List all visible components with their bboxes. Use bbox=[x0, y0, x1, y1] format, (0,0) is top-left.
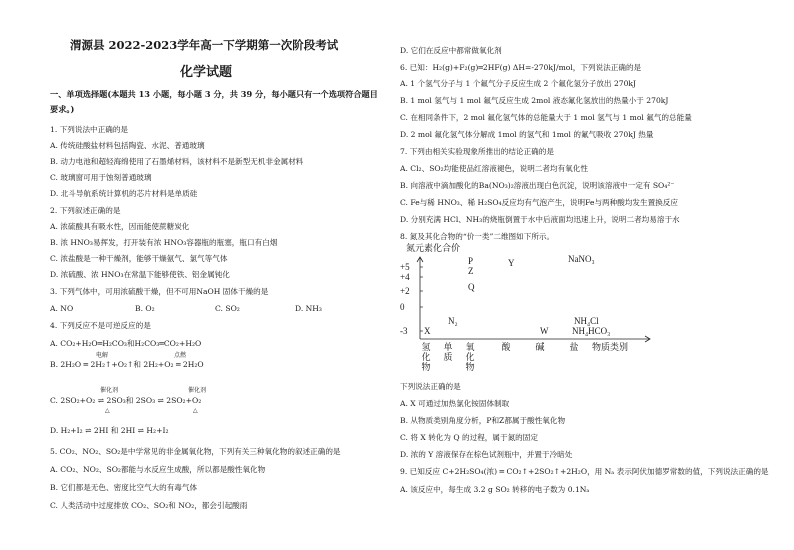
question-5-stem: 5. CO₂、NO₂、SO₂是中学常见的非金属氧化物，下列有关三种氧化物的叙述正确的是 bbox=[50, 447, 341, 456]
option-line: D. 分别充满 HCl、NH₃的烧瓶倒置于水中后液面均迅速上升，说明二者均易溶于水 bbox=[400, 215, 680, 224]
section-heading-cont: 要求。) bbox=[50, 104, 75, 114]
valence-class-chart bbox=[400, 243, 700, 373]
x-axis-label: 物质类别 bbox=[592, 342, 629, 352]
option-line: A. 1 个氢气分子与 1 个氟气分子反应生成 2 个氟化氢分子放出 270kJ bbox=[400, 79, 637, 88]
x-category-label: 氧化物 bbox=[465, 343, 475, 373]
option-line: C. 玻璃窗可用于蚀刻普通玻璃 bbox=[50, 173, 152, 182]
option-line: B. 它们都是无色、密度比空气大的有毒气体 bbox=[50, 483, 198, 492]
condition-label: 催化剂 bbox=[188, 387, 207, 394]
option-line: C. Fe与稀 HNO₃、稀 H₂SO₄反应均有气泡产生，说明Fe与两种酸均发生置换反应 bbox=[400, 198, 678, 207]
data-point-nhhco: NH₄HCO₃ bbox=[572, 326, 611, 336]
question-8-prompt: 下列说法正确的是 bbox=[400, 382, 461, 391]
question-3-stem: 3. 下列气体中，可用浓硫酸干燥，但不可用NaOH 固体干燥的是 bbox=[50, 287, 269, 296]
q4-option-c: C. 2SO₂+O₂ ⇌ 2SO₃和 2SO₃ ⇌ 2SO₂+O₂ bbox=[50, 396, 202, 405]
x-category-label: 碱 bbox=[535, 343, 545, 353]
q4-option-b: B. 2H₂O ═ 2H₂↑+O₂↑和 2H₂+O₂ ═ 2H₂O bbox=[50, 360, 204, 369]
data-point-q: Q bbox=[468, 282, 475, 292]
condition-label: 点燃 bbox=[174, 352, 187, 359]
option-line: B. 从物质类别角度分析，P和Z都属于酸性氧化物 bbox=[400, 416, 566, 425]
section-heading: 一、单项选择题(本题共 13 小题，每小题 3 分，共 39 分，每小题只有一个选项符合题目 bbox=[50, 89, 378, 99]
option-line: A. X 可通过加热氯化铵固体制取 bbox=[400, 399, 510, 408]
condition-label: 催化剂 bbox=[100, 387, 119, 394]
question-6-stem: 6. 已知：H₂(g)+F₂(g)═2HF(g) ΔH=-270kJ/mol，下列说法正确的是 bbox=[400, 63, 642, 72]
data-point-nano: NaNO₃ bbox=[568, 254, 595, 264]
heat-symbol: △ bbox=[193, 407, 198, 414]
subject-title: 化学试题 bbox=[180, 65, 233, 80]
option-line: A. CO₂、NO₂、SO₂都能与水反应生成酸，所以都是酸性氧化物 bbox=[50, 465, 266, 474]
option-line: C. 在相同条件下，2 mol 氟化氢气体的总能量大于 1 mol 氢气与 1 mol 氟气的总能量 bbox=[400, 113, 692, 122]
data-point-y: Y bbox=[508, 258, 515, 268]
option-line: D. 浓的 Y 溶液保存在棕色试剂瓶中，并置于冷暗处 bbox=[400, 450, 573, 459]
option-line: B. 浓 HNO₃易挥发，打开装有浓 HNO₃容器瓶的瓶塞，瓶口有白烟 bbox=[50, 238, 278, 247]
option-line: B. 1 mol 氢气与 1 mol 氟气反应生成 2mol 液态氟化氢放出的热量小于 270kJ bbox=[400, 96, 669, 105]
question-1-stem: 1. 下列说法中正确的是 bbox=[50, 125, 129, 134]
data-point-x: X bbox=[424, 326, 431, 336]
x-category-label: 盐 bbox=[569, 343, 579, 353]
question-7-stem: 7. 下列由相关实验现象所推出的结论正确的是 bbox=[400, 147, 554, 156]
q4-option-a: A. CO₂+H₂O═H₂CO₃和H₂CO₃═CO₂+H₂O bbox=[50, 339, 202, 348]
data-point-p: P bbox=[468, 256, 474, 266]
y-tick-label: +4 bbox=[400, 272, 410, 282]
data-point-w: W bbox=[540, 326, 549, 336]
q3-option-c: C. SO₂ bbox=[215, 304, 240, 313]
y-tick-label: -3 bbox=[400, 326, 408, 336]
y-tick-label: +2 bbox=[400, 286, 410, 296]
q3-option-d: D. NH₃ bbox=[295, 304, 322, 313]
x-category-label: 氢化物 bbox=[421, 343, 431, 373]
exam-title: 渭源县 2022-2023学年高一下学期第一次阶段考试 bbox=[70, 38, 339, 52]
x-category-label: 酸 bbox=[501, 343, 511, 353]
option-line: A. Cl₂、SO₂均能使品红溶液褪色，说明二者均有氧化性 bbox=[400, 164, 588, 173]
question-4-stem: 4. 下列反应不是可逆反应的是 bbox=[50, 321, 151, 330]
data-point-nhcl: NH₄Cl bbox=[574, 316, 599, 326]
option-line: B. 动力电池和超轻海绵使用了石墨烯材料，该材料不是新型无机非金属材料 bbox=[50, 157, 304, 166]
option-line: A. 浓硫酸具有吸水性，因而能使蔗糖炭化 bbox=[50, 222, 190, 231]
q4-option-d: D. H₂+I₂ ⇌ 2HI 和 2HI ⇌ H₂+I₂ bbox=[50, 426, 169, 435]
question-8-stem: 8. 氮及其化合物的“价一类”二维图如下所示。 bbox=[400, 232, 555, 241]
question-2-stem: 2. 下列叙述正确的是 bbox=[50, 206, 121, 215]
x-category-label: 单质 bbox=[443, 343, 453, 363]
q5-option-d: D. 它们在反应中都常做氧化剂 bbox=[400, 46, 502, 55]
option-line: D. 北斗导航系统计算机的芯片材料是单质硅 bbox=[50, 189, 198, 198]
option-line: C. 将 X 转化为 Q 的过程，属于氮的固定 bbox=[400, 433, 538, 442]
option-line: B. 向溶液中滴加酸化的Ba(NO₃)₂溶液出现白色沉淀，说明该溶液中一定有 SO₄²⁻ bbox=[400, 181, 675, 190]
heat-symbol: △ bbox=[105, 407, 110, 414]
option-line: D. 浓硫酸、浓 HNO₃在常温下能够使铁、铝金属钝化 bbox=[50, 270, 230, 279]
option-line: C. 浓盐酸是一种干燥剂，能够干燥氨气、氯气等气体 bbox=[50, 254, 228, 263]
option-line: A. 传统硅酸盐材料包括陶瓷、水泥、普通玻璃 bbox=[50, 141, 205, 150]
option-line: A. 该反应中，每生成 3.2 g SO₂ 转移的电子数为 0.1Nₐ bbox=[400, 485, 590, 494]
data-point-z: Z bbox=[468, 266, 474, 276]
y-axis-label: 氮元素化合价 bbox=[406, 243, 461, 253]
q3-option-b: B. O₂ bbox=[135, 304, 155, 313]
option-line: C. 人类活动中过度排放 CO₂、SO₂和 NO₂，都会引起酸雨 bbox=[50, 501, 248, 510]
data-point-n: N₂ bbox=[448, 316, 458, 326]
y-tick-label: 0 bbox=[400, 302, 405, 312]
question-9-stem: 9. 已知反应 C+2H₂SO₄(浓) ═ CO₂↑+2SO₂↑+2H₂O，用 Nₐ 表示阿伏加德罗常数的值，下列说法正确的是 bbox=[400, 467, 769, 476]
option-line: D. 2 mol 氟化氢气体分解成 1mol 的氢气和 1mol 的氟气吸收 270kJ 热量 bbox=[400, 130, 654, 139]
y-tick-label: +5 bbox=[400, 262, 410, 272]
condition-label: 电解 bbox=[96, 352, 109, 359]
q3-option-a: A. NO bbox=[50, 304, 74, 313]
